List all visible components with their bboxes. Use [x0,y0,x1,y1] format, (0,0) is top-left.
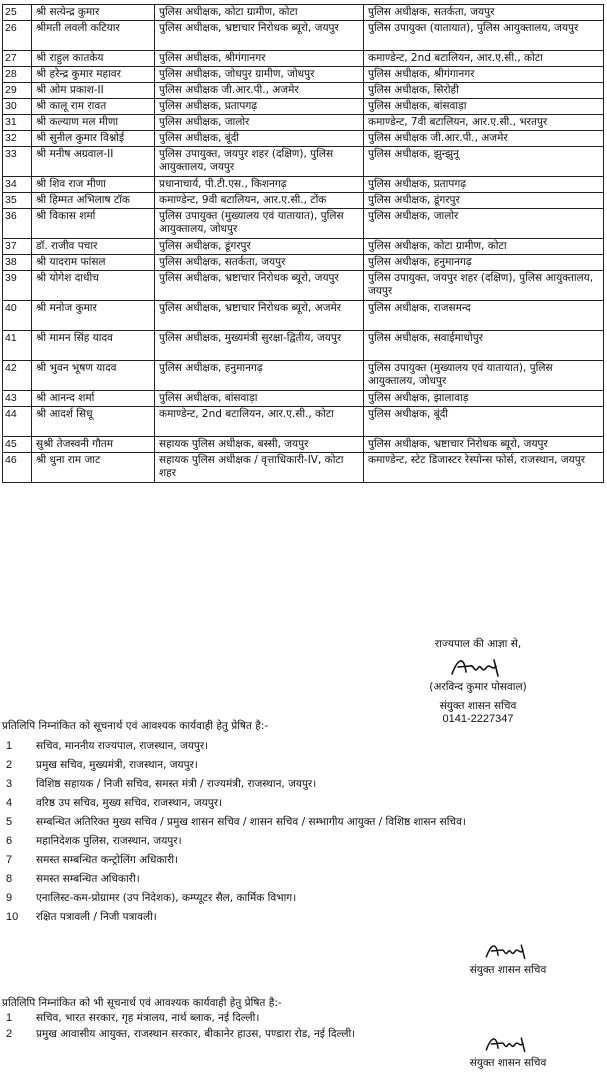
new-posting-cell: पुलिस अधीक्षक, जालोर [364,209,604,239]
officer-name-cell: श्री योगेश दाधीच [32,271,155,301]
distribution-signer: संयुक्त शासन सचिव [469,964,547,976]
officer-name-cell: श्री हिम्मत अभिलाष टॉक [32,193,155,209]
list-item [2,816,602,835]
officer-name-cell: श्री सुनील कुमार विश्नोई [32,131,155,147]
list-item-text: महानिदेशक पुलिस, राजस्थान, जयपुर। [36,835,182,847]
main-signature-block [378,638,578,726]
list-item [2,740,602,759]
list-item [2,854,602,873]
new-posting-cell: पुलिस अधीक्षक, हनुमानगढ़ [364,255,604,271]
additional-signature-block [448,1030,568,1070]
list-item [2,797,602,816]
table-row [3,51,604,67]
officer-name-cell: श्री आदर्श सिधू [32,407,155,437]
table-row [3,453,604,483]
table-row [3,83,604,99]
list-item-text: विशिष्ठ सहायक / निजी सचिव, समस्त मंत्री / राज्यमंत्री, राजस्थान, जयपुर। [36,778,317,790]
handwritten-signature-icon [483,940,533,962]
new-posting-cell: पुलिस अधीक्षक, राजसमन्द [364,301,604,331]
new-posting-cell: पुलिस अधीक्षक, श्रीगंगानगर [364,67,604,83]
current-posting-cell: पुलिस अधीक्षक, श्रीगंगानगर [155,51,364,67]
new-posting-cell: पुलिस उपायुक्त (यातायात), पुलिस आयुक्तालय, जयपुर [364,21,604,51]
serial-number-cell: 38 [3,255,32,271]
new-posting-cell: पुलिस अधीक्षक, भ्रष्टाचार निरोधक ब्यूरो, जयपुर [364,437,604,453]
table-row [3,209,604,239]
list-item [2,873,602,892]
new-posting-cell: पुलिस अधीक्षक, कोटा ग्रामीण, कोटा [364,239,604,255]
list-item-text: रक्षित पत्रावली / निजी पत्रावली। [36,911,157,923]
new-posting-cell: पुलिस अधीक्षक, डूंगरपुर [364,193,604,209]
officer-name-cell: श्री कल्याण मल मीणा [32,115,155,131]
serial-number-cell: 42 [3,361,32,391]
serial-number-cell: 30 [3,99,32,115]
new-posting-cell: पुलिस अधीक्षक, झुन्झुनू [364,147,604,177]
distribution-signature-block [448,937,568,977]
officer-name-cell: श्री मनीष अग्रवाल-II [32,147,155,177]
list-item-number: 2 [6,759,13,771]
list-item-text: समस्त सम्बन्धित कन्ट्रोलिंग अधिकारी। [36,854,179,866]
new-posting-cell: पुलिस अधीक्षक, सतर्कता, जयपुर [364,5,604,21]
current-posting-cell: पुलिस अधीक्षक, प्रतापगढ़ [155,99,364,115]
officer-name-cell: श्री विकास शर्मा [32,209,155,239]
current-posting-cell: पुलिस उपायुक्त, जयपुर शहर (दक्षिण), पुलिस आयुक्तालय, जयपुर [155,147,364,177]
current-posting-cell: पुलिस अधीक्षक, डूंगरपुर [155,239,364,255]
signatory-designation: संयुक्त शासन सचिव [439,700,517,712]
new-posting-cell: पुलिस उपायुक्त, जयपुर शहर (दक्षिण), पुलिस आयुक्तालय, जयपुर [364,271,604,301]
additional-intro: प्रतिलिपि निम्नांकित को भी सूचनार्थ एवं आवश्यक कार्यवाही हेतु प्रेषित है:- [2,997,282,1009]
current-posting-cell: पुलिस अधीक्षक, बूंदी [155,131,364,147]
list-item-number: 4 [6,797,13,809]
officer-name-cell: श्री शिव राज मीणा [32,177,155,193]
list-item-number: 7 [6,854,13,866]
list-item-number: 10 [6,911,19,923]
list-item-number: 2 [6,1028,13,1040]
serial-number-cell: 36 [3,209,32,239]
list-item-text: सम्बन्धित अतिरिक्त मुख्य सचिव / प्रमुख शासन सचिव / शासन सचिव / सम्भागीय आयुक्त / विशिष्ठ शासन सचिव। [36,816,466,828]
list-item-number: 5 [6,816,13,828]
serial-number-cell: 44 [3,407,32,437]
serial-number-cell: 25 [3,5,32,21]
new-posting-cell: पुलिस अधीक्षक, सिरोही [364,83,604,99]
table-row [3,271,604,301]
table-row [3,239,604,255]
officer-name-cell: श्री ओम प्रकाश-II [32,83,155,99]
current-posting-cell: पुलिस अधीक्षक, सतर्कता, जयपुर [155,255,364,271]
additional-signer: संयुक्त शासन सचिव [469,1057,547,1069]
distribution-intro: प्रतिलिपि निम्नांकित को सूचनार्थ एवं आवश्यक कार्यवाही हेतु प्रेषित है:- [2,720,269,732]
governor-order-line: राज्यपाल की आज्ञा से, [434,638,522,650]
serial-number-cell: 33 [3,147,32,177]
list-item-text: सचिव, माननीय राज्यपाल, राजस्थान, जयपुर। [36,740,209,752]
list-item-number: 6 [6,835,13,847]
list-item-text: वरिष्ठ उप सचिव, मुख्य सचिव, राजस्थान, जयपुर। [36,797,223,809]
handwritten-signature-icon [448,654,508,680]
list-item-text: प्रमुख आवासीय आयुक्त, राजस्थान सरकार, बीकानेर हाउस, पण्डारा रोड, नई दिल्ली। [36,1028,356,1040]
new-posting-cell: पुलिस अधीक्षक, बांसवाड़ा [364,99,604,115]
officer-name-cell: श्री धुना राम जाट [32,453,155,483]
transfer-table-body [3,5,604,483]
distribution-items [2,740,602,930]
table-row [3,21,604,51]
table-row [3,255,604,271]
table-row [3,147,604,177]
list-item-number: 9 [6,892,13,904]
list-item-number: 8 [6,873,13,885]
serial-number-cell: 29 [3,83,32,99]
table-row [3,131,604,147]
table-row [3,67,604,83]
list-item-number: 3 [6,778,13,790]
list-item [2,778,602,797]
serial-number-cell: 39 [3,271,32,301]
serial-number-cell: 43 [3,391,32,407]
new-posting-cell: पुलिस अधीक्षक, बूंदी [364,407,604,437]
current-posting-cell: प्रधानाचार्य, पी.टी.एस., किशनगढ़ [155,177,364,193]
officer-name-cell: श्री मामन सिंह यादव [32,331,155,361]
new-posting-cell: पुलिस अधीक्षक, झालावाड़ [364,391,604,407]
serial-number-cell: 40 [3,301,32,331]
officer-name-cell: श्री भुवन भूषण यादव [32,361,155,391]
new-posting-cell: पुलिस अधीक्षक, प्रतापगढ़ [364,177,604,193]
current-posting-cell: पुलिस अधीक्षक, भ्रष्टाचार निरोधक ब्यूरो, अजमेर [155,301,364,331]
serial-number-cell: 37 [3,239,32,255]
list-item [2,835,602,854]
signatory-name: (अरविन्द कुमार पोसवाल) [429,681,527,693]
current-posting-cell: पुलिस अधीक्षक, भ्रष्टाचार निरोधक ब्यूरो, जयपुर [155,271,364,301]
new-posting-cell: पुलिस अधीक्षक, सवाईमाधोपुर [364,331,604,361]
current-posting-cell: सहायक पुलिस अधीक्षक, बस्सी, जयपुर [155,437,364,453]
current-posting-cell: पुलिस उपायुक्त (मुख्यालय एवं यातायात), पुलिस आयुक्तालय, जोधपुर [155,209,364,239]
officer-name-cell: डॉ. राजीव पचार [32,239,155,255]
officer-name-cell: श्री राहुल कातकेय [32,51,155,67]
serial-number-cell: 35 [3,193,32,209]
officer-name-cell: श्री सत्येन्द्र कुमार [32,5,155,21]
new-posting-cell: कमाण्डेन्ट, 2nd बटालियन, आर.ए.सी., कोटा [364,51,604,67]
serial-number-cell: 41 [3,331,32,361]
table-row [3,391,604,407]
signatory-phone: 0141-2227347 [442,713,514,725]
officer-name-cell: श्री मनोज कुमार [32,301,155,331]
officer-name-cell: श्री यादराम फांसल [32,255,155,271]
new-posting-cell: पुलिस अधीक्षक जी.आर.पी., अजमेर [364,131,604,147]
current-posting-cell: पुलिस अधीक्षक, जालोर [155,115,364,131]
officer-name-cell: श्री हरेन्द्र कुमार महावर [32,67,155,83]
list-item [2,911,602,930]
new-posting-cell: कमाण्डेन्ट, स्टेट डिजास्टर रेस्पोन्स फोर्स, राजस्थान, जयपुर [364,453,604,483]
list-item-text: प्रमुख सचिव, मुख्यमंत्री, राजस्थान, जयपुर। [36,759,198,771]
list-item-text: एनालिस्ट-कम-प्रोग्रामर (उप निदेशक), कम्प्यूटर सैल, कार्मिक विभाग। [36,892,297,904]
list-item [2,1012,602,1028]
table-row [3,361,604,391]
serial-number-cell: 32 [3,131,32,147]
table-row [3,193,604,209]
copy-distribution-list [2,720,602,930]
table-row [3,301,604,331]
serial-number-cell: 31 [3,115,32,131]
serial-number-cell: 27 [3,51,32,67]
current-posting-cell: सहायक पुलिस अधीक्षक / वृत्ताधिकारी-IV, कोटा शहर [155,453,364,483]
list-item-number: 1 [6,740,13,752]
table-row [3,115,604,131]
current-posting-cell: कमाण्डेन्ट, 2nd बटालियन, आर.ए.सी., कोटा [155,407,364,437]
current-posting-cell: पुलिस अधीक्षक, हनुमानगढ़ [155,361,364,391]
handwritten-signature-icon [483,1033,533,1055]
officer-name-cell: श्री आनन्द शर्मा [32,391,155,407]
serial-number-cell: 45 [3,437,32,453]
table-row [3,407,604,437]
serial-number-cell: 26 [3,21,32,51]
list-item-text: समस्त सम्बन्धित अधिकारी। [36,873,140,885]
serial-number-cell: 28 [3,67,32,83]
list-item-text: सचिव, भारत सरकार, गृह मंत्रालय, नार्थ ब्लाक, नई दिल्ली। [36,1012,260,1024]
officer-name-cell: श्री कालू राम रावत [32,99,155,115]
table-row [3,331,604,361]
current-posting-cell: पुलिस अधीक्षक जी.आर.पी., अजमेर [155,83,364,99]
table-row [3,99,604,115]
officer-name-cell: सुश्री तेजस्वनी गौतम [32,437,155,453]
transfer-table [2,4,604,483]
current-posting-cell: पुलिस अधीक्षक, भ्रष्टाचार निरोधक ब्यूरो, जयपुर [155,21,364,51]
current-posting-cell: कमाण्डेन्ट, 9वी बटालियन, आर.ए.सी., टोंक [155,193,364,209]
current-posting-cell: पुलिस अधीक्षक, बांसवाड़ा [155,391,364,407]
serial-number-cell: 46 [3,453,32,483]
new-posting-cell: कमाण्डेन्ट, 7वी बटालियन, आर.ए.सी., भरतपुर [364,115,604,131]
table-row [3,177,604,193]
table-row [3,437,604,453]
officer-name-cell: श्रीमती लवली कटियार [32,21,155,51]
list-item [2,892,602,911]
list-item [2,759,602,778]
list-item-number: 1 [6,1012,13,1024]
serial-number-cell: 34 [3,177,32,193]
table-row [3,5,604,21]
current-posting-cell: पुलिस अधीक्षक, मुख्यमंत्री सुरक्षा-द्वितीय, जयपुर [155,331,364,361]
current-posting-cell: पुलिस अधीक्षक, कोटा ग्रामीण, कोटा [155,5,364,21]
new-posting-cell: पुलिस उपायुक्त (मुख्यालय एवं यातायात), पुलिस आयुक्तालय, जोधपुर [364,361,604,391]
current-posting-cell: पुलिस अधीक्षक, जोधपुर ग्रामीण, जोधपुर [155,67,364,83]
